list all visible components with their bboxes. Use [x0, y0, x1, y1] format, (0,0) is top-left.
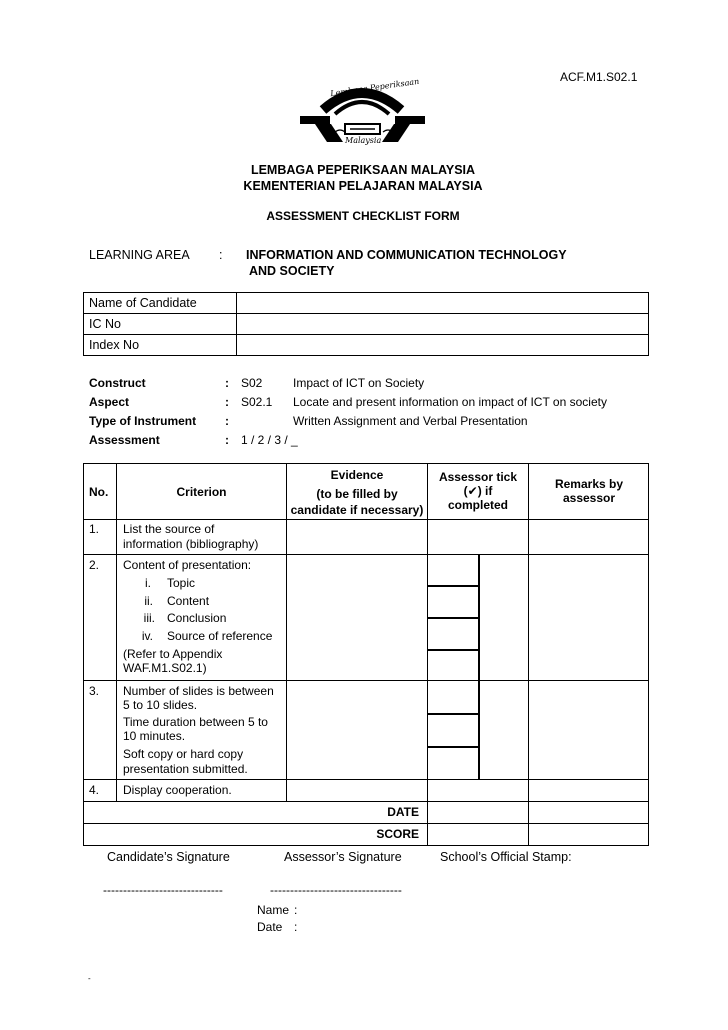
header-remarks-line1: Remarks by: [554, 477, 624, 491]
row2-item1-text: Topic: [167, 576, 196, 590]
row3-criterion-line2: 5 to 10 slides.: [123, 698, 198, 712]
row4-no: 4.: [89, 783, 100, 797]
candidate-signature-label: Candidate’s Signature: [107, 850, 230, 864]
tick-box-source-of-reference[interactable]: [427, 650, 479, 681]
row2-item3-num: iii.: [143, 611, 155, 625]
construct-text: Impact of ICT on Society: [293, 376, 425, 390]
tick-box-topic[interactable]: [427, 554, 479, 586]
construct-code: S02: [241, 376, 263, 390]
header-no: No.: [89, 485, 109, 499]
logo-arc-text: Lembaga Peperiksaan: [329, 76, 420, 99]
header-evidence-line2: (to be filled by: [316, 487, 398, 501]
row2-note-line1: (Refer to Appendix: [123, 647, 223, 661]
aspect-text: Locate and present information on impact of ICT on society: [293, 395, 607, 409]
score-label: SCORE: [376, 827, 419, 841]
tick-box-slides[interactable]: [427, 680, 479, 714]
construct-colon: :: [225, 376, 229, 390]
header-evidence-line1: Evidence: [330, 468, 384, 482]
learning-area-value-line1: INFORMATION AND COMMUNICATION TECHNOLOGY: [246, 248, 567, 262]
assessment-colon: :: [225, 433, 229, 447]
row2-item3-text: Conclusion: [167, 611, 227, 625]
assessor-signature-line: ---------------------------------: [270, 883, 402, 897]
row3-no: 3.: [89, 684, 100, 698]
row3-criterion-line1: Number of slides is between: [123, 684, 274, 698]
instrument-text: Written Assignment and Verbal Presentation: [293, 414, 528, 428]
aspect-code: S02.1: [241, 395, 273, 409]
header-criterion: Criterion: [176, 485, 227, 499]
assessor-date-colon: :: [294, 920, 298, 934]
assessment-options: 1 / 2 / 3 / _: [241, 433, 298, 447]
header-remarks-line2: assessor: [562, 491, 616, 505]
row2-item2-num: ii.: [144, 594, 153, 608]
ic-no-label: IC No: [89, 317, 121, 331]
tick-box-content[interactable]: [427, 586, 479, 618]
footer-mark: -: [88, 974, 91, 983]
row4-criterion: Display cooperation.: [123, 783, 232, 797]
assessment-label: Assessment: [89, 433, 160, 447]
row1-criterion-line2: information (bibliography): [123, 537, 259, 551]
row2-no: 2.: [89, 558, 100, 572]
ministry-title: KEMENTERIAN PELAJARAN MALAYSIA: [243, 179, 483, 193]
aspect-colon: :: [225, 395, 229, 409]
row3-criterion-line4: 10 minutes.: [123, 729, 186, 743]
tick-box-conclusion[interactable]: [427, 618, 479, 650]
learning-area-label: LEARNING AREA: [89, 248, 190, 262]
header-tick-line2: (✔) if: [463, 484, 493, 498]
row2-item2-text: Content: [167, 594, 210, 608]
header-evidence-line3: candidate if necessary): [290, 503, 424, 517]
logo-country-text: Malaysia: [345, 136, 382, 145]
tick-box-copy-submitted[interactable]: [427, 747, 479, 780]
row2-item4-num: iv.: [141, 629, 153, 643]
row3-criterion-line6: presentation submitted.: [123, 762, 248, 776]
row3-criterion-line3: Time duration between 5 to: [123, 715, 268, 729]
instrument-label: Type of Instrument: [89, 414, 197, 428]
assessor-name-label: Name: [257, 903, 290, 917]
assessor-name-colon: :: [294, 903, 298, 917]
header-tick-line3: completed: [447, 498, 508, 512]
row2-note-line2: WAF.M1.S02.1): [123, 661, 207, 675]
row2-item4-text: Source of reference: [167, 629, 273, 643]
org-title: LEMBAGA PEPERIKSAAN MALAYSIA: [250, 163, 476, 177]
construct-label: Construct: [89, 376, 146, 390]
school-stamp-label: School’s Official Stamp:: [440, 850, 572, 864]
row1-criterion-line1: List the source of: [123, 522, 215, 536]
row1-no: 1.: [89, 522, 100, 536]
date-label: DATE: [387, 805, 419, 819]
row2-intro: Content of presentation:: [123, 558, 252, 572]
aspect-label: Aspect: [89, 395, 130, 409]
form-title: ASSESSMENT CHECKLIST FORM: [266, 209, 460, 223]
row3-criterion-line5: Soft copy or hard copy: [123, 747, 244, 761]
index-no-label: Index No: [89, 338, 140, 352]
candidate-signature-line: ------------------------------: [103, 883, 223, 897]
learning-area-colon: :: [219, 248, 223, 262]
header-tick-line1: Assessor tick: [438, 470, 518, 484]
row2-item1-num: i.: [145, 576, 151, 590]
assessor-signature-label: Assessor’s Signature: [284, 850, 402, 864]
candidate-name-label: Name of Candidate: [89, 296, 197, 310]
assessor-date-label: Date: [257, 920, 283, 934]
tick-box-duration[interactable]: [427, 714, 479, 747]
instrument-colon: :: [225, 414, 229, 428]
document-code: ACF.M1.S02.1: [560, 70, 638, 84]
learning-area-value-line2: AND SOCIETY: [249, 264, 335, 278]
